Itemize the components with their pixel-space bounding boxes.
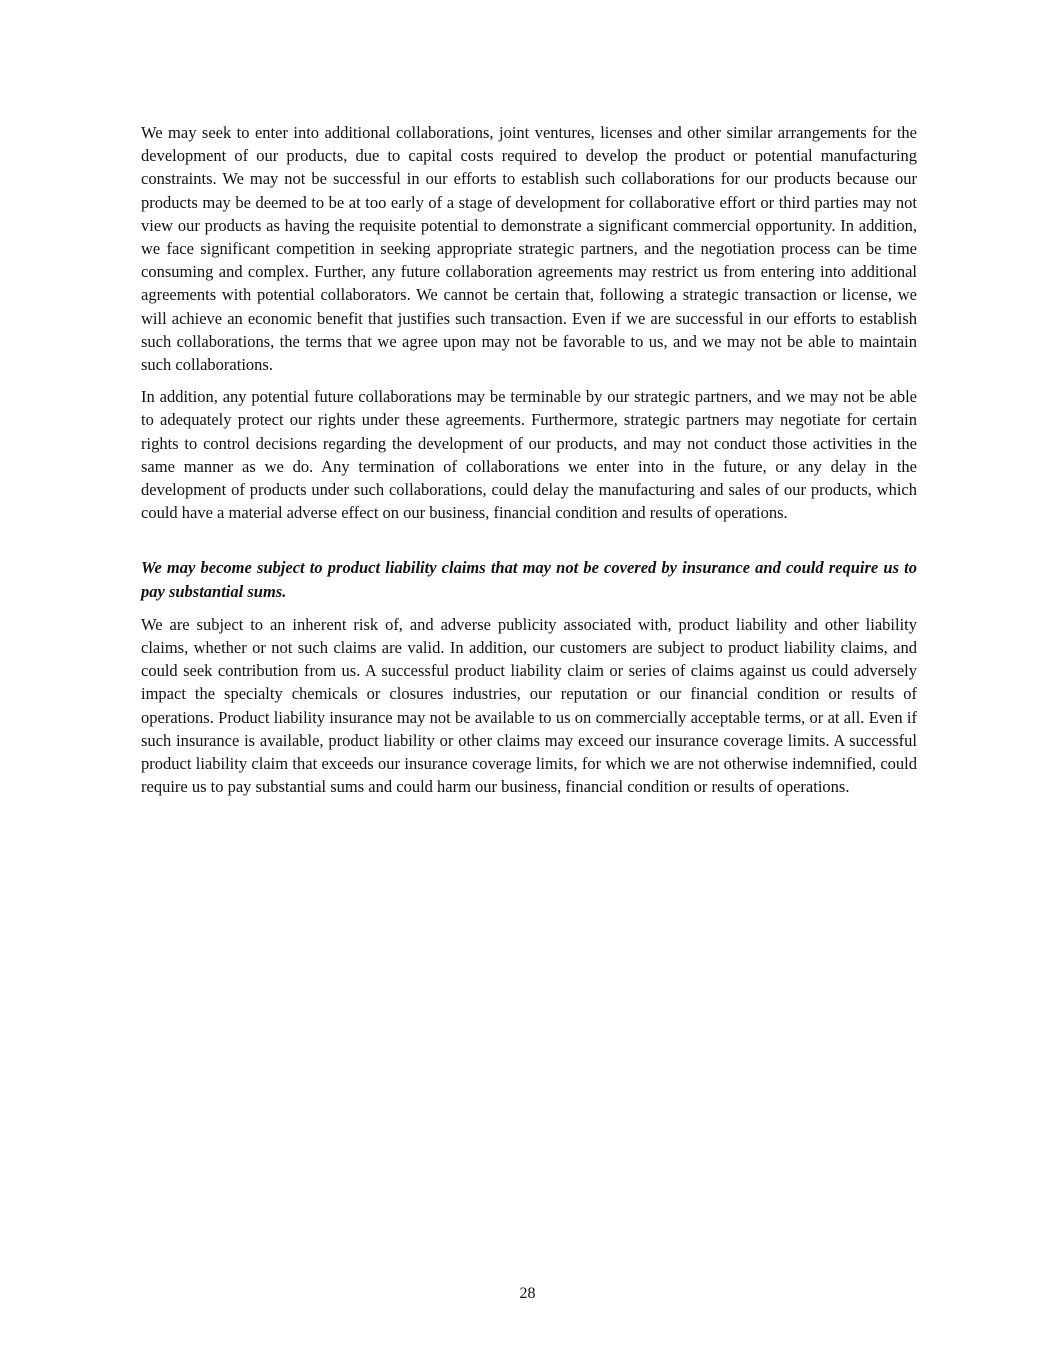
paragraph-collaborations: We may seek to enter into additional collaborations, joint ventures, licenses and other similar arrangements for the development of our products, due to capital costs required to develop the product or potential manufacturing constraints. We may not be successful in our efforts to establish such collaborations for our products because our products may be deemed to be at too early of a stage of development for collaborative effort or third parties may not view our products as having the requisite potential to demonstrate a significant commercial opportunity. In addition, we face significant competition in seeking appropriate strategic partners, and the negotiation process can be time consuming and complex. Further, any future collaboration agreements may restrict us from entering into additional agreements with potential collaborators. We cannot be certain that, following a strategic transaction or license, we will achieve an economic benefit that justifies such transaction. Even if we are successful in our efforts to establish such collaborations, the terms that we agree upon may not be favorable to us, and we may not be able to maintain such collaborations.: [141, 123, 917, 375]
text-block: [141, 121, 917, 807]
paragraph-product-liability: We are subject to an inherent risk of, and adverse publicity associated with, product liability and other liability claims, whether or not such claims are valid. In addition, our customers are subject to product liability claims, and could seek contribution from us. A successful product liability claim or series of claims against us could adversely impact the specialty chemicals or closures industries, our reputation or our financial condition or results of operations. Product liability insurance may not be available to us on commercially acceptable terms, or at all. Even if such insurance is available, product liability or other claims may exceed our insurance coverage limits. A successful product liability claim that exceeds our insurance coverage limits, for which we are not otherwise indemnified, could require us to pay substantial sums and could harm our business, financial condition or results of operations.: [141, 614, 917, 797]
paragraph-collaboration-termination: In addition, any potential future collaborations may be terminable by our strategic partners, and we may not be able to adequately protect our rights under these agreements. Furthermore, strategic partners may negotiate for certain rights to control decisions regarding the development of our products, and may not conduct those activities in the same manner as we do. Any termination of collaborations we enter into in the future, or any delay in the development of products under such collaborations, could delay the manufacturing and sales of our products, which could have a material adverse effect on our business, financial condition and results of operations.: [141, 387, 917, 523]
risk-factor-heading-product-liability: We may become subject to product liability claims that may not be covered by insurance and could require us to pay substantial sums.: [141, 558, 917, 601]
page-number: 28: [519, 1285, 536, 1302]
